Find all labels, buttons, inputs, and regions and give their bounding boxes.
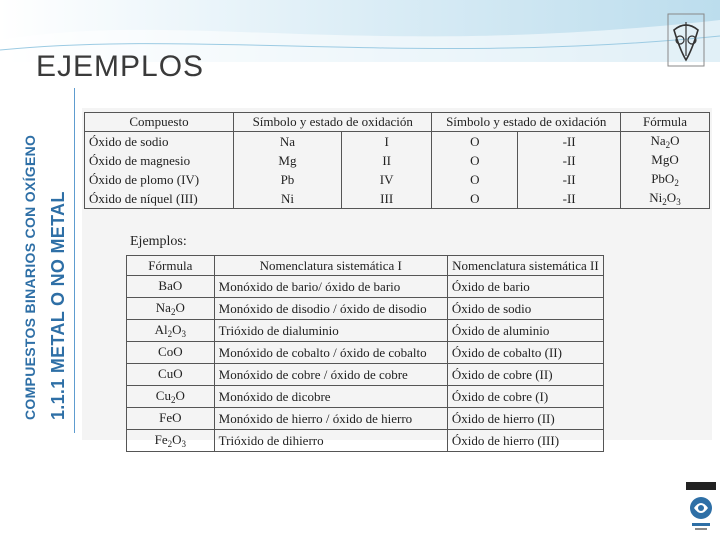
systematic-name-2: Óxido de cobre (II)	[447, 364, 603, 386]
systematic-name-1: Monóxido de cobre / óxido de cobre	[214, 364, 447, 386]
column-header: Símbolo y estado de oxidación	[234, 113, 432, 132]
oxygen-oxidation: -II	[518, 170, 621, 189]
metal-symbol: Pb	[234, 170, 342, 189]
formula-part: Al	[154, 322, 168, 337]
table-row	[127, 342, 604, 364]
formula-cell	[621, 189, 710, 209]
oxygen-symbol: O	[432, 170, 518, 189]
formula-cell	[127, 364, 215, 386]
formula-part: CoO	[158, 344, 183, 359]
oxygen-symbol: O	[432, 189, 518, 209]
formula-subscript: 2	[662, 197, 667, 207]
formula-cell	[621, 151, 710, 170]
systematic-name-2: Óxido de cobre (I)	[447, 386, 603, 408]
formula-cell	[127, 342, 215, 364]
formula-subscript: 2	[167, 329, 173, 339]
formula-subscript: 3	[181, 329, 187, 339]
metal-oxidation: III	[341, 189, 432, 209]
formula-part: Na	[650, 133, 666, 148]
table-row	[127, 298, 604, 320]
systematic-name-2: Óxido de cobalto (II)	[447, 342, 603, 364]
formula-part: PbO	[651, 171, 675, 186]
formula-subscript: 3	[181, 439, 187, 449]
table-row	[85, 132, 710, 152]
oxygen-oxidation: -II	[518, 132, 621, 152]
table-header-row	[85, 113, 710, 132]
systematic-name-1: Monóxido de dicobre	[214, 386, 447, 408]
systematic-name-1: Monóxido de bario/ óxido de bario	[214, 276, 447, 298]
side-label-sub: 1.1.1 METAL O NO METAL	[48, 191, 68, 420]
table-row	[85, 189, 710, 209]
formula-cell	[127, 298, 215, 320]
nomenclature-table	[126, 255, 604, 452]
column-header: Nomenclatura sistemática I	[214, 256, 447, 276]
systematic-name-1: Monóxido de hierro / óxido de hierro	[214, 408, 447, 430]
formula-part: BaO	[158, 278, 183, 293]
formula-cell	[127, 408, 215, 430]
table-row	[85, 151, 710, 170]
systematic-name-1: Trióxido de dihierro	[214, 430, 447, 452]
formula-subscript: 2	[674, 178, 679, 188]
column-header: Compuesto	[85, 113, 234, 132]
table-header-row	[127, 256, 604, 276]
formula-part: O	[175, 300, 185, 315]
formula-subscript: 2	[170, 395, 176, 405]
formula-subscript: 2	[167, 439, 173, 449]
examples-heading: Ejemplos:	[130, 234, 187, 249]
compound-name: Óxido de plomo (IV)	[85, 170, 234, 189]
formula-subscript: 2	[170, 307, 176, 317]
column-header: Símbolo y estado de oxidación	[432, 113, 621, 132]
table-row	[127, 386, 604, 408]
systematic-name-1: Trióxido de dialuminio	[214, 320, 447, 342]
formula-part: Cu	[155, 388, 171, 403]
formula-part: O	[172, 322, 182, 337]
table-row	[127, 320, 604, 342]
brand-logo	[686, 482, 716, 534]
metal-symbol: Na	[234, 132, 342, 152]
formula-part: O	[172, 432, 182, 447]
formula-cell	[127, 320, 215, 342]
formula-subscript: 2	[665, 140, 671, 150]
formula-part: Ni	[649, 190, 663, 205]
brand-emblem-icon	[686, 490, 716, 534]
column-header: Nomenclatura sistemática II	[447, 256, 603, 276]
column-header: Fórmula	[127, 256, 215, 276]
compound-name: Óxido de sodio	[85, 132, 234, 152]
table-row	[127, 408, 604, 430]
compound-name: Óxido de níquel (III)	[85, 189, 234, 209]
formula-cell	[127, 430, 215, 452]
systematic-name-2: Óxido de sodio	[447, 298, 603, 320]
formula-part: CuO	[158, 366, 183, 381]
formula-part: O	[175, 388, 185, 403]
formula-part: O	[670, 133, 680, 148]
table-row	[85, 170, 710, 189]
metal-oxidation: IV	[341, 170, 432, 189]
side-divider	[74, 88, 75, 433]
systematic-name-2: Óxido de hierro (III)	[447, 430, 603, 452]
oxidation-state-table	[84, 112, 710, 209]
formula-part: MgO	[651, 152, 679, 167]
brand-logo-bar	[686, 482, 716, 490]
systematic-name-2: Óxido de aluminio	[447, 320, 603, 342]
column-header: Fórmula	[621, 113, 710, 132]
systematic-name-2: Óxido de hierro (II)	[447, 408, 603, 430]
oxygen-symbol: O	[432, 132, 518, 152]
oxygen-oxidation: -II	[518, 189, 621, 209]
systematic-name-1: Monóxido de cobalto / óxido de cobalto	[214, 342, 447, 364]
university-logo-icon	[664, 10, 708, 74]
side-label-main: COMPUESTOS BINARIOS CON OXÍGENO	[22, 134, 38, 420]
systematic-name-2: Óxido de bario	[447, 276, 603, 298]
compound-name: Óxido de magnesio	[85, 151, 234, 170]
table-row	[127, 430, 604, 452]
table-row	[127, 364, 604, 386]
formula-cell	[127, 386, 215, 408]
table-row	[127, 276, 604, 298]
formula-subscript: 3	[676, 197, 681, 207]
formula-cell	[621, 170, 710, 189]
metal-symbol: Mg	[234, 151, 342, 170]
formula-part: Fe	[154, 432, 168, 447]
formula-part: Na	[155, 300, 171, 315]
metal-oxidation: II	[341, 151, 432, 170]
metal-symbol: Ni	[234, 189, 342, 209]
slide-title: EJEMPLOS	[36, 50, 205, 83]
metal-oxidation: I	[341, 132, 432, 152]
oxygen-oxidation: -II	[518, 151, 621, 170]
formula-part: FeO	[159, 410, 182, 425]
formula-part: O	[666, 190, 677, 205]
formula-cell	[127, 276, 215, 298]
formula-cell	[621, 132, 710, 152]
oxygen-symbol: O	[432, 151, 518, 170]
systematic-name-1: Monóxido de disodio / óxido de disodio	[214, 298, 447, 320]
